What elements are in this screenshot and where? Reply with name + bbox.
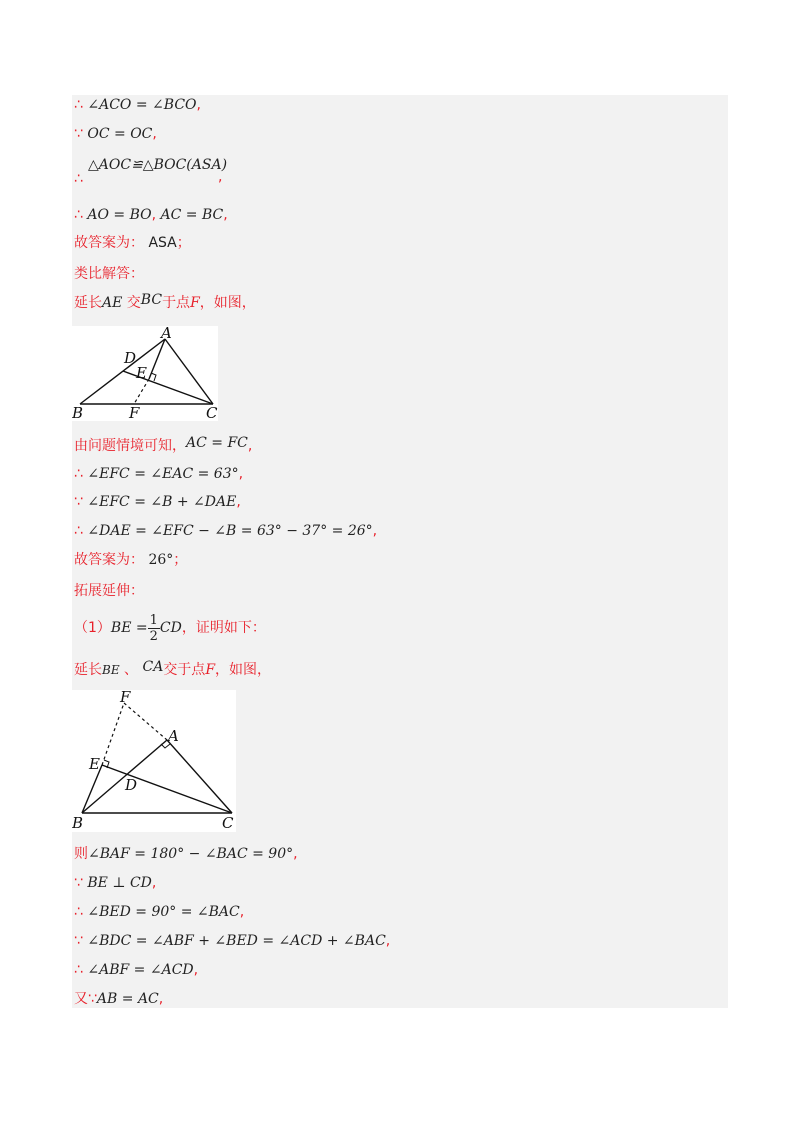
punctuation: , (385, 933, 391, 949)
math-expr: CA (142, 659, 164, 675)
punctuation: , (239, 904, 245, 920)
answer-label: 故答案为： (74, 235, 144, 251)
triangle-diagram-2 (72, 690, 236, 832)
fraction (148, 613, 160, 644)
therefore-symbol: ∴ (74, 207, 83, 223)
punctuation: , (293, 846, 298, 862)
line-19 (74, 932, 390, 950)
line-8 (74, 437, 252, 455)
because-symbol: ∵ (74, 494, 83, 510)
section-heading: 类比解答： (74, 266, 144, 282)
point-C-label: C (206, 404, 218, 421)
point-F-label: F (120, 690, 131, 706)
punctuation: , (218, 169, 223, 185)
text: 于点 (162, 295, 191, 311)
text: 由问题情境可知， (74, 438, 186, 454)
math-expr: ∠EFC = ∠B + ∠DAE (87, 494, 237, 510)
line-18 (74, 903, 244, 921)
line-11 (74, 522, 377, 540)
math-expr: AO = BO (87, 207, 152, 223)
math-expr: BE (102, 663, 120, 677)
punctuation: , (151, 875, 157, 891)
math-expr: ∠ABF = ∠ACD (87, 962, 194, 978)
answer-value: ASA (148, 235, 177, 251)
point-label: F (190, 295, 200, 311)
punctuation: , (236, 494, 241, 510)
text: 交于点 (163, 662, 206, 678)
math-expr: AB = AC (96, 991, 159, 1007)
text: 交 (126, 295, 141, 311)
punctuation: , (158, 991, 164, 1007)
point-A-label: A (168, 727, 179, 745)
line-14 (74, 611, 266, 645)
section-heading: 拓展延伸： (74, 583, 144, 599)
line-10 (74, 493, 241, 511)
point-F-label: F (129, 404, 140, 421)
because-symbol: ∵ (74, 126, 83, 142)
line-6 (74, 265, 144, 283)
point-D-label: D (124, 349, 137, 367)
point-B-label: B (72, 814, 84, 832)
point-A-label: A (161, 326, 172, 342)
math-expr: AC = BC (160, 207, 224, 223)
math-expr: ∠DAE = ∠EFC − ∠B = 63° − 37° = 26° (87, 523, 373, 539)
line-12 (74, 551, 187, 569)
line-13 (74, 582, 144, 600)
figure-1 (72, 326, 218, 421)
text: ，如图， (199, 295, 256, 311)
line-9 (74, 465, 243, 483)
answer-value: 26° (148, 552, 174, 568)
answer-label: 故答案为： (74, 552, 144, 568)
punctuation: , (152, 126, 157, 142)
point-E-label: E (136, 364, 147, 382)
punctuation: , (247, 438, 253, 454)
line-20 (74, 961, 198, 979)
line-17 (74, 874, 156, 892)
point-B-label: B (72, 404, 84, 421)
point-C-label: C (222, 814, 234, 832)
therefore-symbol: ∴ (74, 962, 83, 978)
text: 、 (124, 662, 139, 678)
line-7 (74, 294, 256, 312)
therefore-symbol: ∴ (74, 97, 83, 113)
triangle-diagram-1 (72, 326, 218, 421)
math-expr: CD (159, 620, 182, 636)
line-1 (74, 96, 201, 114)
punctuation: , (193, 962, 199, 978)
punctuation: , (196, 97, 201, 113)
line-4 (74, 206, 228, 224)
punctuation: ； (173, 552, 188, 568)
therefore-symbol: ∴ (74, 466, 83, 482)
because-symbol: ∵ (74, 875, 83, 891)
math-expr: BE ⊥ CD (87, 875, 152, 891)
math-expr: ∠BAF = 180° − ∠BAC = 90° (88, 846, 294, 862)
text: ，如图， (215, 662, 272, 678)
point-D-label: D (125, 776, 138, 794)
punctuation: , (223, 207, 228, 223)
point-E-label: E (89, 755, 100, 773)
line-16 (74, 845, 298, 863)
because-symbol: ∵ (74, 933, 83, 949)
item-number: （1） (74, 620, 111, 636)
punctuation: , (238, 466, 244, 482)
therefore-symbol: ∴ (74, 171, 83, 187)
line-2 (74, 125, 157, 143)
fraction-numerator: 1 (149, 612, 158, 628)
math-expr: ∠ACO = ∠BCO (87, 97, 197, 113)
punctuation: , (372, 523, 378, 539)
line-5 (74, 234, 191, 252)
line-15 (74, 661, 271, 679)
punctuation: , (151, 207, 157, 223)
fraction-denominator: 2 (149, 628, 158, 644)
text: 延长 (74, 295, 102, 311)
math-expr: △AOC≌△BOC(ASA) (88, 157, 228, 173)
text: 又∵ (74, 991, 97, 1007)
math-expr: AC = FC (186, 435, 248, 451)
math-expr: BE = (110, 620, 148, 636)
figure-2 (72, 690, 236, 832)
text: 延长 (74, 662, 102, 678)
math-expr: ∠EFC = ∠EAC = 63° (87, 466, 239, 482)
math-expr: BC (140, 292, 163, 308)
therefore-symbol: ∴ (74, 904, 83, 920)
math-expr: OC = OC (87, 126, 153, 142)
text: ，证明如下： (181, 620, 266, 636)
math-expr: ∠BDC = ∠ABF + ∠BED = ∠ACD + ∠BAC (87, 933, 386, 949)
therefore-symbol: ∴ (74, 523, 83, 539)
punctuation: ； (176, 235, 191, 251)
math-expr: ∠BED = 90° = ∠BAC (87, 904, 240, 920)
point-label: F (205, 662, 216, 678)
math-expr: AE (102, 295, 123, 311)
line-21 (74, 990, 163, 1008)
text: 则 (74, 846, 88, 862)
